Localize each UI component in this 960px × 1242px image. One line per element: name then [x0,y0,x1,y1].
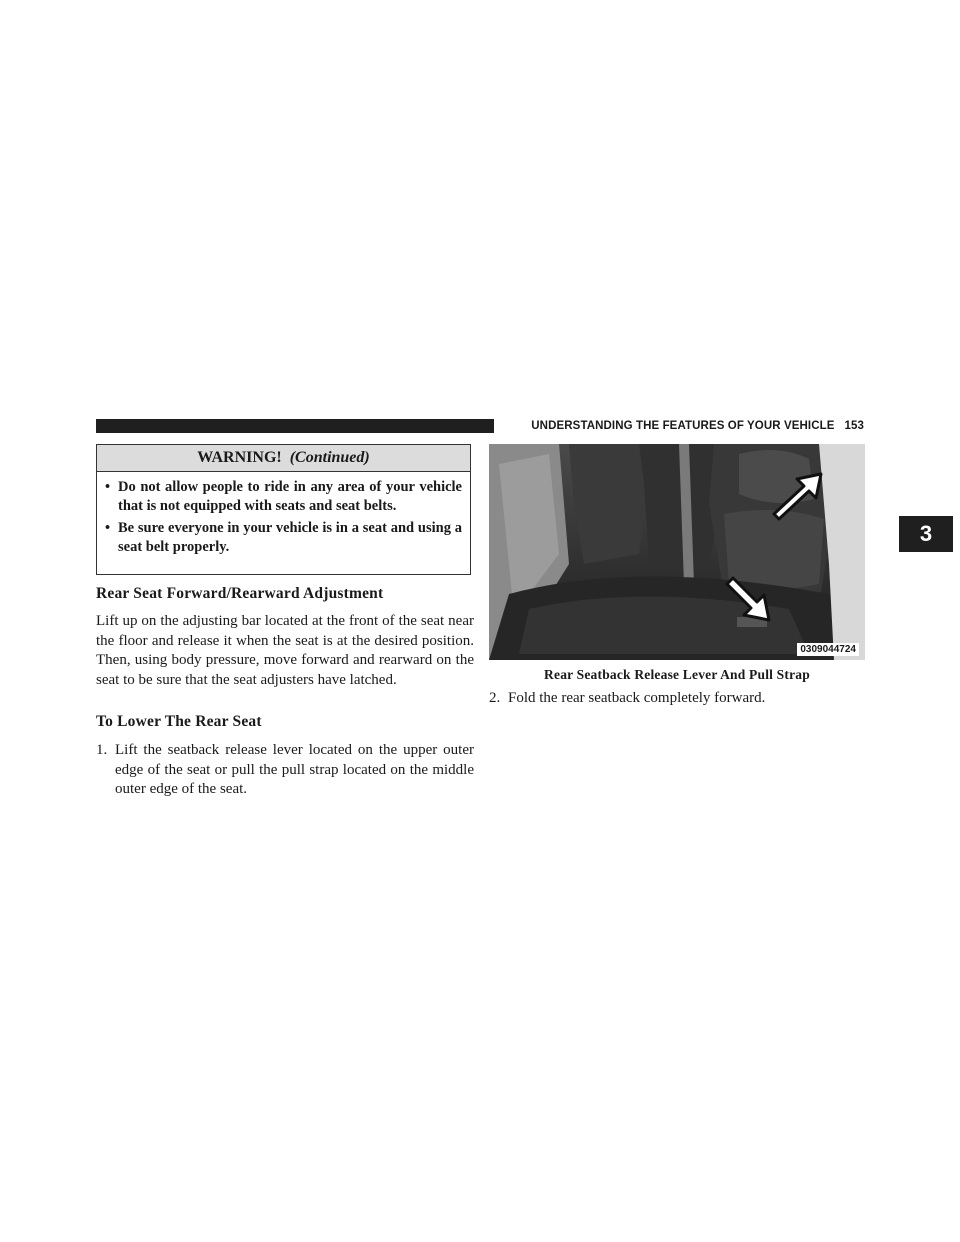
bullet-icon: • [105,479,111,495]
running-header [503,418,864,434]
warning-item [105,478,462,516]
figure-id: 0309044724 [797,643,859,656]
section-heading-adjustment: Rear Seat Forward/Rearward Adjustment [96,585,384,602]
figure-caption: Rear Seatback Release Lever And Pull Strap [544,667,810,682]
warning-item-text: Be sure everyone in your vehicle is in a seat and using a seat belt properly. [118,520,462,555]
section-heading-lower-seat: To Lower The Rear Seat [96,713,262,730]
warning-box [96,444,471,575]
warning-continued: (Continued) [289,449,370,466]
seat-photo [489,444,865,660]
step-text: Fold the rear seatback completely forward. [508,690,766,706]
bullet-icon: • [105,520,111,536]
chapter-tab: 3 [899,516,953,552]
warning-item-text: Do not allow people to ride in any area of your vehicle that is not equipped with seats and seat belts. [118,479,462,514]
step-2 [489,689,865,709]
step-text: Lift the seatback release lever located on the upper outer edge of the seat or pull the pull strap located on the middle outer edge of the seat. [115,742,474,797]
step-number: 2. [489,690,501,706]
step-number: 1. [96,742,108,758]
adjustment-paragraph: Lift up on the adjusting bar located at the front of the seat near the floor and release it when the seat is at the desired position. Then, using body pressure, move forward and rearward on the seat to be sure that the seat adjusters have latched. [96,613,474,688]
step-1 [96,741,474,800]
header-rule [96,419,494,433]
warning-label: WARNING! [197,449,282,466]
rear-seat-illustration [489,444,865,660]
section-title: UNDERSTANDING THE FEATURES OF YOUR VEHICLE [531,420,835,432]
page-number: 153 [844,420,864,432]
warning-item [105,519,462,557]
warning-list [97,472,470,557]
warning-title [97,445,470,472]
